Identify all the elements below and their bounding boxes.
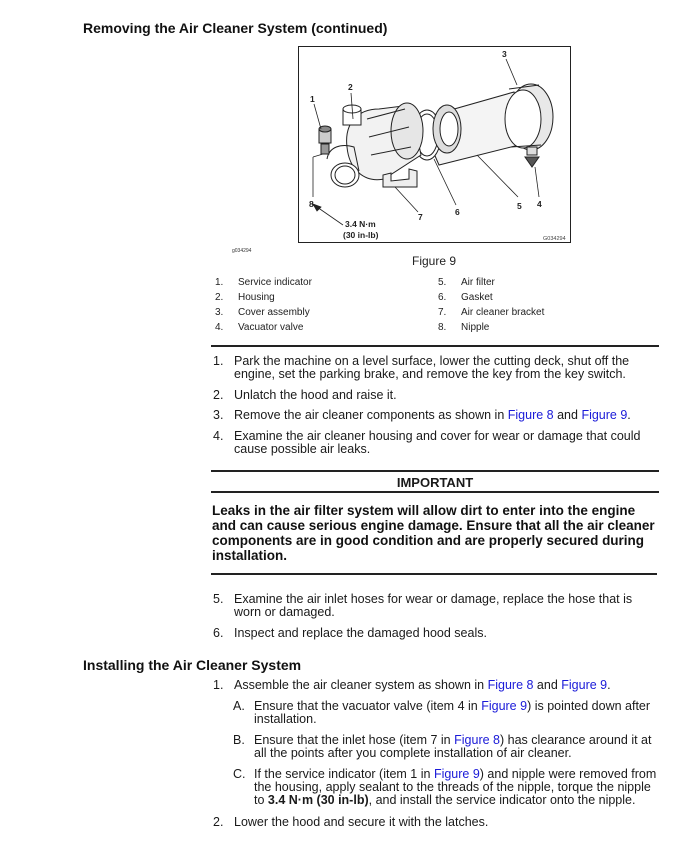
step-item: 2. Lower the hood and secure it with the latches. [213,815,489,829]
substep-item: C. If the service indicator (item 1 in Figure 9) and nipple were removed from the housing, apply sealant to the threads of the nipple, torque the nipple to 3.4 N·m (30 in-lb), and install the service indicator onto the nipple. [233,767,657,807]
torque-label-line2: (30 in-lb) [343,230,379,240]
callout-6: 6 [455,207,460,217]
legend-item: 7. Air cleaner bracket [438,307,545,318]
legend-item: 3. Cover assembly [215,307,310,318]
divider-rule [211,345,659,347]
callout-7: 7 [418,212,423,222]
callout-5: 5 [517,201,522,211]
important-top-rule [211,470,659,472]
air-cleaner-diagram-icon [299,47,569,241]
step-item: 2. Unlatch the hood and raise it. [213,388,397,402]
figure-9-link[interactable]: Figure 9 [561,678,608,692]
legend-item: 6. Gasket [438,292,493,303]
figure-9-link[interactable]: Figure 9 [433,767,480,781]
step-item: 5. Examine the air inlet hoses for wear or damage, replace the hose that is worn or damaged. [213,592,633,619]
figure-9-link[interactable]: Figure 9 [481,699,528,713]
section-heading-removing: Removing the Air Cleaner System (continued) [83,20,388,36]
step-item: 3. Remove the air cleaner components as shown in Figure 8 and Figure 9. [213,408,631,422]
substep-item: B. Ensure that the inlet hose (item 7 in Figure 8) has clearance around it at all the points after you complete installation of air cleaner. [233,733,652,760]
figure-caption: Figure 9 [412,254,457,268]
callout-8: 8 [309,199,314,209]
figure-8-link[interactable]: Figure 8 [454,733,500,747]
callout-1: 1 [310,94,315,104]
torque-spec: 3.4 N·m (30 in-lb) [267,793,369,807]
legend-item: 1. Service indicator [215,277,312,288]
important-bottom-rule [211,573,657,575]
figure-image-id: g034294 [232,248,252,254]
figure-9-illustration [298,46,571,243]
step-item: 6. Inspect and replace the damaged hood seals. [213,626,487,640]
step-item: 1. Park the machine on a level surface, lower the cutting deck, shut off the engine, set the parking brake, and remove the key from the key switch. [213,354,630,381]
important-title: IMPORTANT [396,475,474,490]
step-item: 1. Assemble the air cleaner system as shown in Figure 8 and Figure 9. [213,678,611,692]
figure-legend [215,277,615,337]
callout-3: 3 [502,49,507,59]
figure-9-link[interactable]: Figure 9 [581,408,628,422]
callout-2: 2 [348,82,353,92]
legend-item: 5. Air filter [438,277,495,288]
torque-label-line1: 3.4 N·m [345,219,376,229]
legend-item: 2. Housing [215,292,275,303]
legend-item: 4. Vacuator valve [215,322,304,333]
figure-8-link[interactable]: Figure 8 [507,408,554,422]
figure-box-id: G034294 [543,236,566,241]
step-item: 4. Examine the air cleaner housing and cover for wear or damage that could cause possible air leaks. [213,429,641,456]
figure-8-link[interactable]: Figure 8 [487,678,534,692]
legend-item: 8. Nipple [438,322,490,333]
callout-4: 4 [537,199,542,209]
important-body: Leaks in the air filter system will allow dirt to enter into the engine and can cause serious engine damage. Ensure that all the air cleaner components are in good condition and are properly secured during installation. [212,503,655,563]
substep-item: A. Ensure that the vacuator valve (item 4 in Figure 9) is pointed down after installation. [233,699,651,726]
section-heading-installing: Installing the Air Cleaner System [83,657,302,673]
important-mid-rule [211,491,659,493]
